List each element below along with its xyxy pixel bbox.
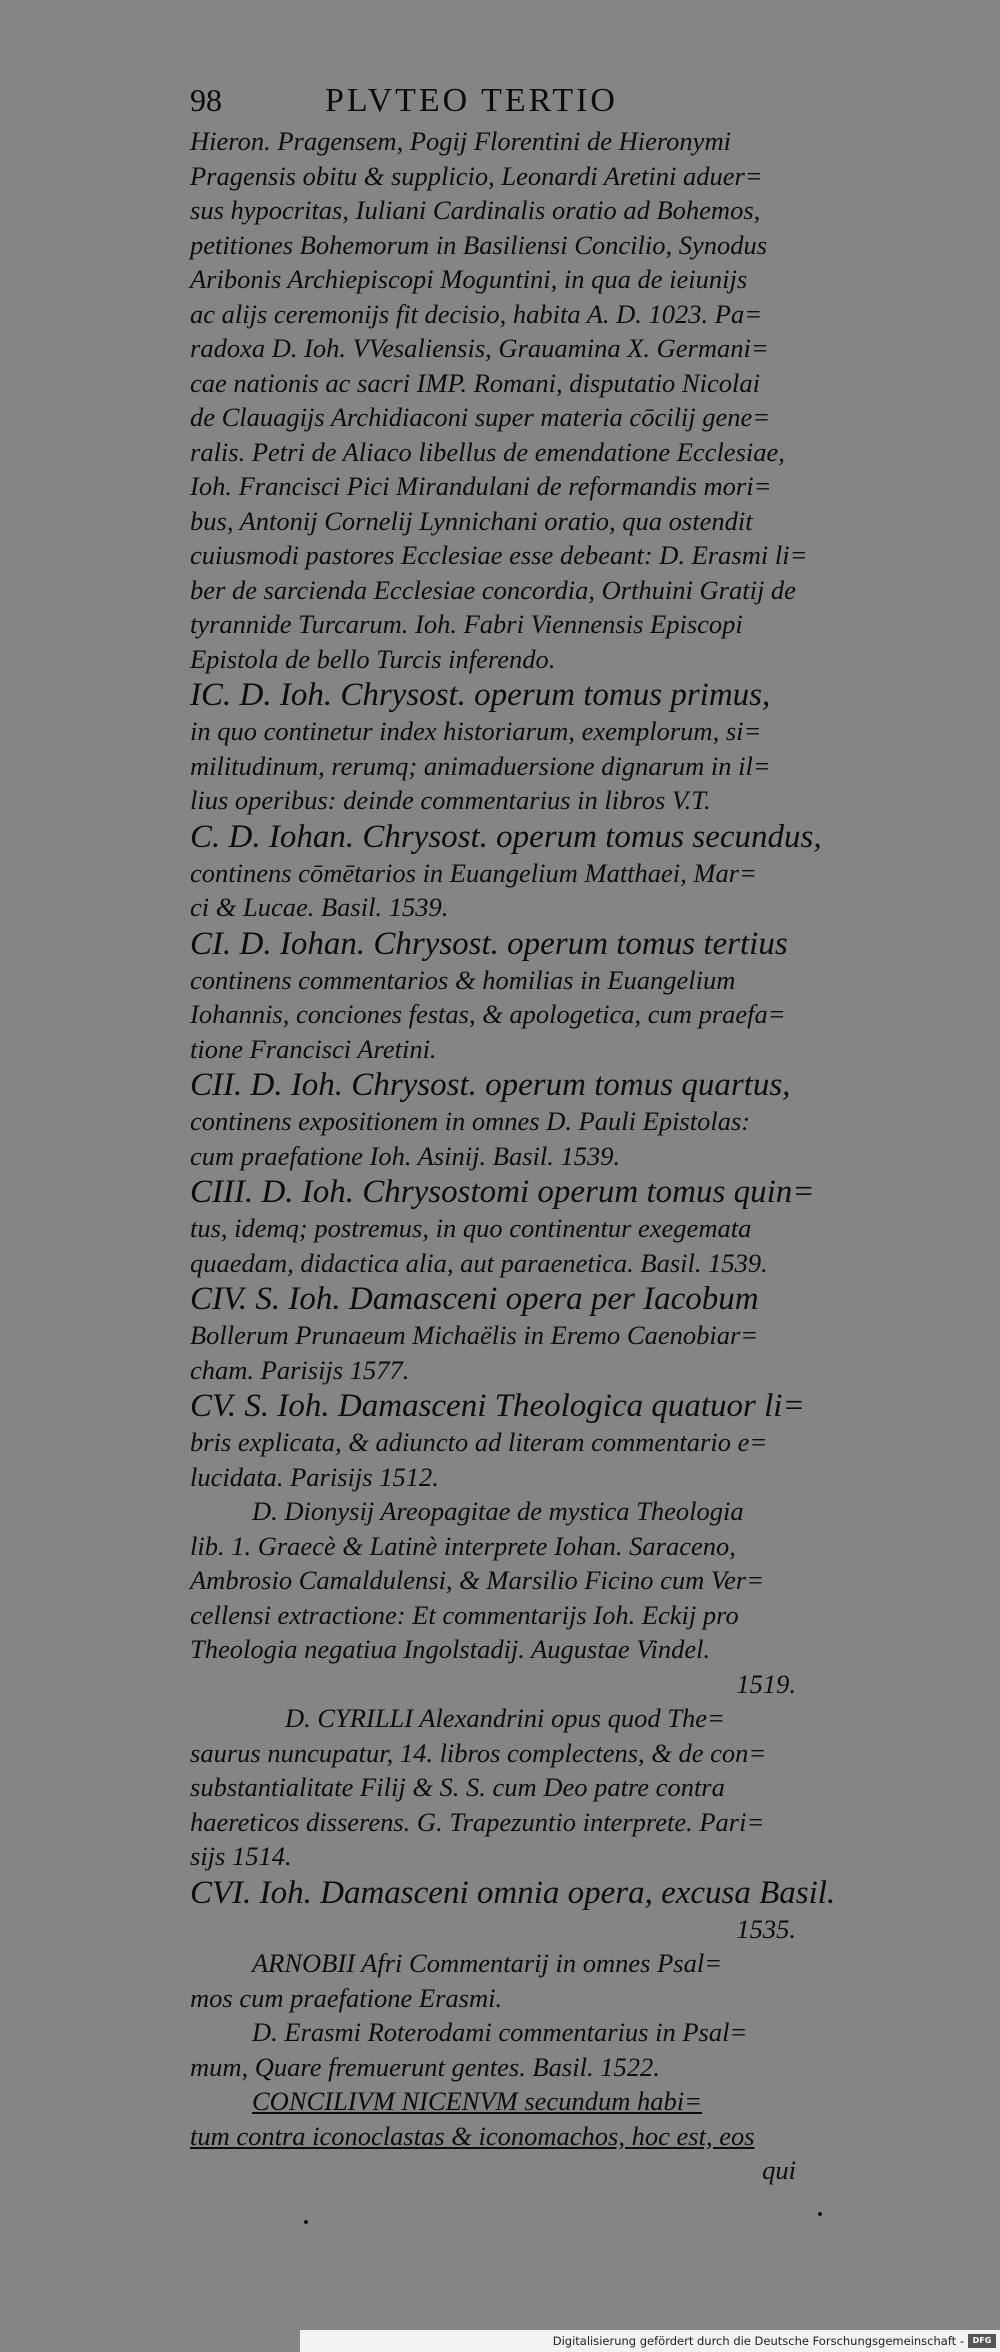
text-line: Theologia negatiua Ingolstadij. Augustae Vindel. — [190, 1634, 711, 1664]
text-line: D. Dionysij Areopagitae de mystica Theologia — [252, 1496, 744, 1526]
text-line: lib. 1. Graecè & Latinè interprete Iohan. Saraceno, — [190, 1530, 736, 1561]
text-line: Bollerum Prunaeum Michaëlis in Eremo Caenobiar= — [190, 1320, 759, 1350]
catalog-entry-ic — [190, 676, 810, 818]
ink-speck — [818, 2212, 822, 2216]
catalog-entry-cvi — [190, 1874, 836, 1947]
text-line: Ioh. Francisci Pici Mirandulani de reformandis mori= — [190, 471, 772, 501]
page-number: 98 — [190, 82, 222, 118]
catalog-entry-c — [190, 818, 822, 925]
text-line: petitiones Bohemorum in Basiliensi Concilio, Synodus — [190, 229, 768, 260]
catalog-entry-cii — [190, 1066, 810, 1173]
erasmus-entry — [190, 2015, 810, 2084]
entry-heading: CII. D. Ioh. Chrysost. operum tomus quartus, — [190, 1067, 791, 1103]
text-line: 1535. — [736, 1913, 796, 1944]
text-line: bus, Antonij Cornelij Lynnichani oratio, qua ostendit — [190, 505, 753, 536]
text-line: mum, Quare fremuerunt gentes. Basil. 1522. — [190, 2051, 660, 2082]
text-line: substantialitate Filij & S. S. cum Deo patre contra — [190, 1772, 725, 1802]
page-text-column — [190, 80, 836, 2188]
text-line: ci & Lucae. Basil. 1539. — [190, 892, 449, 922]
text-line: lucidata. Parisijs 1512. — [190, 1461, 439, 1492]
entry-heading: CV. S. Ioh. Damasceni Theologica quatuor li= — [190, 1388, 805, 1424]
dionysius-entry — [190, 1494, 810, 1701]
text-line: Aribonis Archiepiscopi Moguntini, in qua de ieiunijs — [190, 264, 748, 294]
entry-heading: CVI. Ioh. Damasceni omnia opera, excusa Basil. — [190, 1874, 836, 1911]
concilium-entry — [190, 2084, 810, 2188]
text-line: cuiusmodi pastores Ecclesiae esse debeant: D. Erasmi li= — [190, 540, 808, 570]
text-line: continens cōmētarios in Euangelium Matthaei, Mar= — [190, 857, 757, 888]
text-line: continens expositionem in omnes D. Pauli Epistolas: — [190, 1106, 751, 1136]
text-line: de Clauagijs Archidiaconi super materia cōcilij gene= — [190, 402, 771, 432]
text-line: tus, idemq; postremus, in quo continentur exegemata — [190, 1213, 752, 1243]
page-header — [190, 80, 810, 122]
text-line: cum praefatione Ioh. Asinij. Basil. 1539. — [190, 1140, 621, 1171]
text-line: cellensi extractione: Et commentarijs Ioh. Eckij pro — [190, 1599, 739, 1630]
text-line: Ambrosio Camaldulensi, & Marsilio Ficino cum Ver= — [190, 1565, 765, 1595]
entry-heading: CIII. D. Ioh. Chrysostomi operum tomus quin= — [190, 1174, 815, 1210]
text-line: D. Erasmi Roterodami commentarius in Psal= — [252, 2017, 748, 2047]
intro-paragraph — [190, 124, 810, 676]
catalog-entry-civ — [190, 1280, 810, 1387]
cyrillus-entry — [190, 1701, 810, 1874]
arnobius-entry — [190, 1946, 810, 2015]
text-line: Hieron. Pragensem, Pogij Florentini de Hieronymi — [190, 126, 731, 156]
text-line: ralis. Petri de Aliaco libellus de emendatione Ecclesiae, — [190, 436, 785, 467]
dfg-logo-icon: DFG — [968, 2334, 996, 2348]
text-line: 1519. — [736, 1668, 796, 1699]
text-line: radoxa D. Ioh. VVesaliensis, Grauamina X. Germani= — [190, 333, 769, 363]
text-line: mos cum praefatione Erasmi. — [190, 1982, 503, 2013]
text-line: Epistola de bello Turcis inferendo. — [190, 643, 556, 674]
text-line: sus hypocritas, Iuliani Cardinalis oratio ad Bohemos, — [190, 195, 761, 225]
text-line: tione Francisci Aretini. — [190, 1033, 437, 1064]
entry-heading: C. D. Iohan. Chrysost. operum tomus secundus, — [190, 818, 822, 855]
text-line: D. CYRILLI Alexandrini opus quod The= — [285, 1703, 725, 1733]
footer-text: Digitalisierung gefördert durch die Deutsche Forschungsgemeinschaft - — [552, 2334, 964, 2348]
text-line: ber de sarcienda Ecclesiae concordia, Orthuini Gratij de — [190, 574, 796, 605]
catchword: qui — [762, 2155, 796, 2185]
text-line: Iohannis, conciones festas, & apologetica, cum praefa= — [190, 999, 786, 1029]
entry-heading: CIV. S. Ioh. Damasceni opera per Iacobum — [190, 1281, 759, 1317]
text-line: bris explicata, & adiuncto ad literam commentario e= — [190, 1427, 768, 1457]
text-line: ARNOBII Afri Commentarij in omnes Psal= — [252, 1948, 723, 1978]
text-line: cae nationis ac sacri IMP. Romani, disputatio Nicolai — [190, 367, 760, 398]
text-line: lius operibus: deinde commentarius in libros V.T. — [190, 785, 711, 815]
text-line: tum contra iconoclastas & iconomachos, hoc est, eos — [190, 2120, 755, 2151]
entry-heading: CI. D. Iohan. Chrysost. operum tomus tertius — [190, 925, 788, 962]
text-line: in quo continetur index historiarum, exemplorum, si= — [190, 716, 762, 746]
text-line: CONCILIVM NICENVM secundum habi= — [252, 2086, 702, 2116]
text-line: continens commentarios & homilias in Euangelium — [190, 964, 736, 995]
text-line: haereticos disserens. G. Trapezuntio interprete. Pari= — [190, 1806, 765, 1837]
catalog-entry-ciii — [190, 1173, 815, 1280]
text-line: saurus nuncupatur, 14. libros complectens, & de con= — [190, 1737, 767, 1768]
catalog-entry-cv — [190, 1387, 810, 1494]
text-line: cham. Parisijs 1577. — [190, 1354, 410, 1385]
running-title: PLVTEO TERTIO — [325, 82, 618, 119]
catalog-entry-ci — [190, 925, 810, 1067]
text-line: Pragensis obitu & supplicio, Leonardi Aretini aduer= — [190, 160, 763, 191]
text-line: quaedam, didactica alia, aut paraenetica. Basil. 1539. — [190, 1247, 768, 1278]
ink-speck — [304, 2220, 308, 2224]
text-line: tyrannide Turcarum. Ioh. Fabri Viennensis Episcopi — [190, 609, 743, 639]
text-line: sijs 1514. — [190, 1841, 292, 1871]
digitization-footer — [300, 2330, 1000, 2352]
entry-heading: IC. D. Ioh. Chrysost. operum tomus primus, — [190, 677, 771, 713]
text-line: ac alijs ceremonijs fit decisio, habita A. D. 1023. Pa= — [190, 298, 763, 329]
text-line: militudinum, rerumq; animaduersione dignarum in il= — [190, 750, 771, 781]
